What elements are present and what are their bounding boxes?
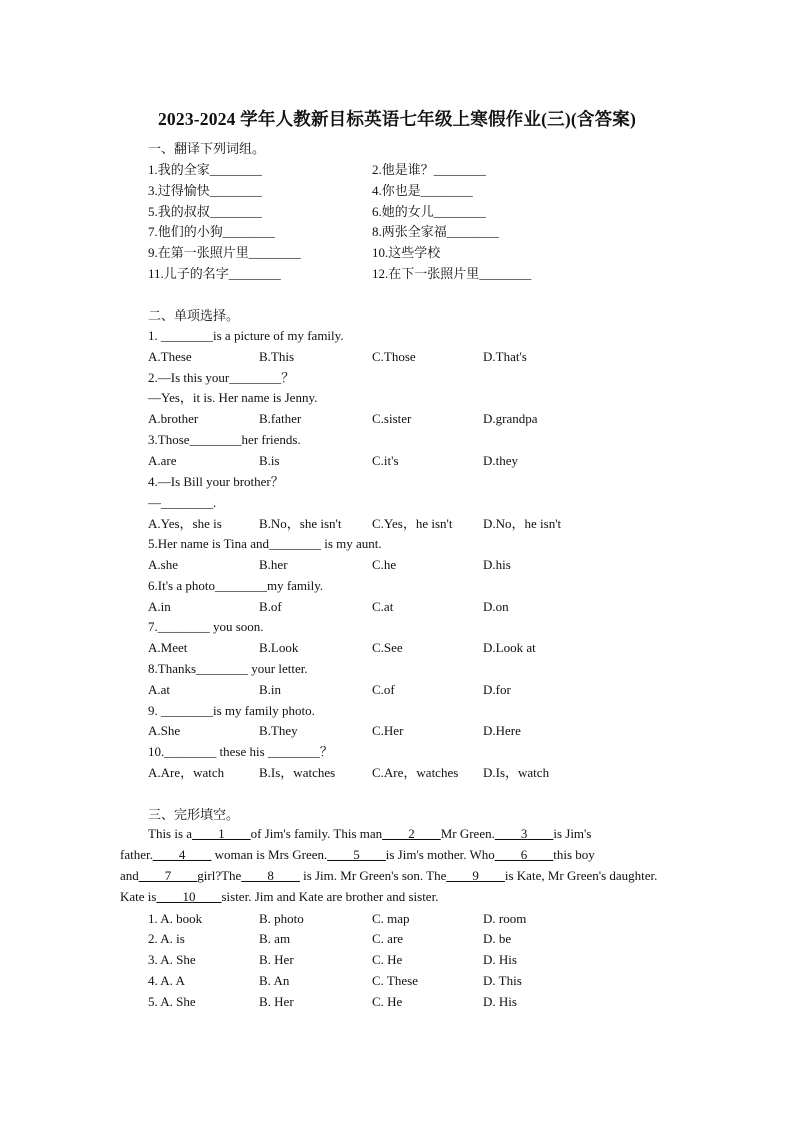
option-d: D.on: [483, 599, 509, 614]
question-stem: 6.It's a photo________my family.: [148, 578, 324, 593]
blank-9: ____9____: [446, 868, 505, 883]
option-c: C.at: [372, 599, 394, 614]
translate-item: 3.过得愉快________: [148, 183, 262, 198]
translate-item: 7.他们的小狗________: [148, 224, 275, 239]
question-stem: —Yes，it is. Her name is Jenny.: [148, 390, 318, 405]
option-d: D. room: [483, 911, 527, 926]
option-c: C. He: [372, 952, 403, 967]
translate-item: 4.你也是________: [372, 183, 473, 198]
option-b: B.in: [259, 682, 282, 697]
option-d: D.for: [483, 682, 511, 697]
option-c: C.Yes，he isn't: [372, 516, 453, 531]
option-b: B.Is，watches: [259, 765, 336, 780]
option-a: A.she: [148, 557, 178, 572]
question-stem: 7.________ you soon.: [148, 619, 264, 634]
option-a: A.in: [148, 599, 171, 614]
option-c: C.it's: [372, 453, 399, 468]
option-b: B.is: [259, 453, 280, 468]
translate-item: 5.我的叔叔________: [148, 204, 262, 219]
option-c: C.of: [372, 682, 395, 697]
option-b: B. am: [259, 931, 291, 946]
blank-1: ____1____: [192, 826, 251, 841]
passage-text: is Jim's mother. Who: [385, 847, 495, 862]
question-stem: 3.Those________her friends.: [148, 432, 301, 447]
page-title: 2023-2024 学年人教新目标英语七年级上寒假作业(三)(含答案): [157, 109, 636, 129]
option-b: B.of: [259, 599, 282, 614]
question-stem: 5.Her name is Tina and________ is my aunt.: [148, 536, 382, 551]
option-c: C.sister: [372, 411, 412, 426]
option-a: 3. A. She: [148, 952, 196, 967]
option-c: C.See: [372, 640, 403, 655]
option-b: B. photo: [259, 911, 304, 926]
option-d: D.No，he isn't: [483, 516, 562, 531]
option-d: D.That's: [483, 349, 527, 364]
translate-item: 1.我的全家________: [148, 162, 262, 177]
blank-5: ____5____: [327, 847, 386, 862]
option-d: D. His: [483, 952, 517, 967]
passage-text: is Jim's father.: [120, 826, 592, 862]
option-a: A.Yes，she is: [148, 516, 222, 531]
option-b: B.father: [259, 411, 302, 426]
option-b: B.No，she isn't: [259, 516, 342, 531]
blank-8: ____8____: [241, 868, 300, 883]
option-c: C.Those: [372, 349, 416, 364]
translate-item: 12.在下一张照片里________: [372, 266, 532, 281]
passage-text: of Jim's family. This man: [250, 826, 383, 841]
option-b: B.her: [259, 557, 288, 572]
question-stem: 4.—Is Bill your brother？: [148, 474, 284, 489]
option-c: C. These: [372, 973, 418, 988]
passage-text: This is a: [148, 826, 193, 841]
blank-4: ____4____: [152, 847, 212, 862]
option-d: D.Is，watch: [483, 765, 550, 780]
option-b: B.This: [259, 349, 295, 364]
option-c: C. are: [372, 931, 404, 946]
translate-item: 9.在第一张照片里________: [148, 245, 301, 260]
option-c: C.Are，watches: [372, 765, 459, 780]
question-stem: 8.Thanks________ your letter.: [148, 661, 308, 676]
option-a: A.These: [148, 349, 192, 364]
option-a: 4. A. A: [148, 973, 185, 988]
option-a: 1. A. book: [148, 911, 203, 926]
option-a: A.She: [148, 723, 181, 738]
option-a: 2. A. is: [148, 931, 185, 946]
option-c: C.he: [372, 557, 397, 572]
option-a: 5. A. She: [148, 994, 196, 1009]
option-c: C. map: [372, 911, 410, 926]
blank-6: ____6____: [494, 847, 554, 862]
option-b: B. An: [259, 973, 290, 988]
option-b: B.They: [259, 723, 298, 738]
blank-7: ____7____: [138, 868, 198, 883]
option-a: A.at: [148, 682, 171, 697]
blank-3: ____3____: [494, 826, 554, 841]
section1-heading: 一、翻译下列词组。: [148, 141, 266, 156]
passage-text: Mr Green.: [440, 826, 495, 841]
question-stem: 1. ________is a picture of my family.: [148, 328, 344, 343]
option-c: C.Her: [372, 723, 404, 738]
option-d: D.Look at: [483, 640, 536, 655]
passage-text: girl?The: [197, 868, 242, 883]
section3-heading: 三、完形填空。: [148, 807, 240, 822]
translate-item: 6.她的女儿________: [372, 204, 486, 219]
translate-item: 2.他是谁？________: [372, 162, 486, 177]
question-stem: 10.________ these his ________？: [148, 744, 333, 759]
translate-item: 11.儿子的名字________: [148, 266, 281, 281]
question-stem: —________.: [148, 495, 217, 510]
option-a: A.Are，watch: [148, 765, 225, 780]
blank-2: ____2____: [382, 826, 441, 841]
question-stem: 2.—Is this your________？: [148, 370, 295, 385]
option-d: D.Here: [483, 723, 521, 738]
section2-heading: 二、单项选择。: [148, 308, 240, 323]
passage-text: is Kate, Mr Green's daughter. Kate is: [120, 868, 658, 904]
option-d: D.they: [483, 453, 519, 468]
passage-text: sister. Jim and Kate are brother and sister.: [221, 889, 439, 904]
option-b: B. Her: [259, 994, 294, 1009]
passage-text: this boy and: [120, 847, 595, 883]
passage-text: is Jim. Mr Green's son. The: [303, 868, 447, 883]
option-a: A.brother: [148, 411, 199, 426]
option-d: D.grandpa: [483, 411, 538, 426]
translate-item: 8.两张全家福________: [372, 224, 499, 239]
option-a: A.are: [148, 453, 177, 468]
option-b: B.Look: [259, 640, 299, 655]
blank-10: ____10____: [156, 889, 222, 904]
option-d: D. be: [483, 931, 512, 946]
translate-item: 10.这些学校: [372, 245, 441, 260]
question-stem: 9. ________is my family photo.: [148, 703, 315, 718]
option-d: D.his: [483, 557, 511, 572]
option-a: A.Meet: [148, 640, 188, 655]
option-d: D. His: [483, 994, 517, 1009]
option-c: C. He: [372, 994, 403, 1009]
option-b: B. Her: [259, 952, 294, 967]
passage-text: woman is Mrs Green.: [214, 847, 328, 862]
cloze-passage: [120, 823, 676, 907]
option-d: D. This: [483, 973, 522, 988]
